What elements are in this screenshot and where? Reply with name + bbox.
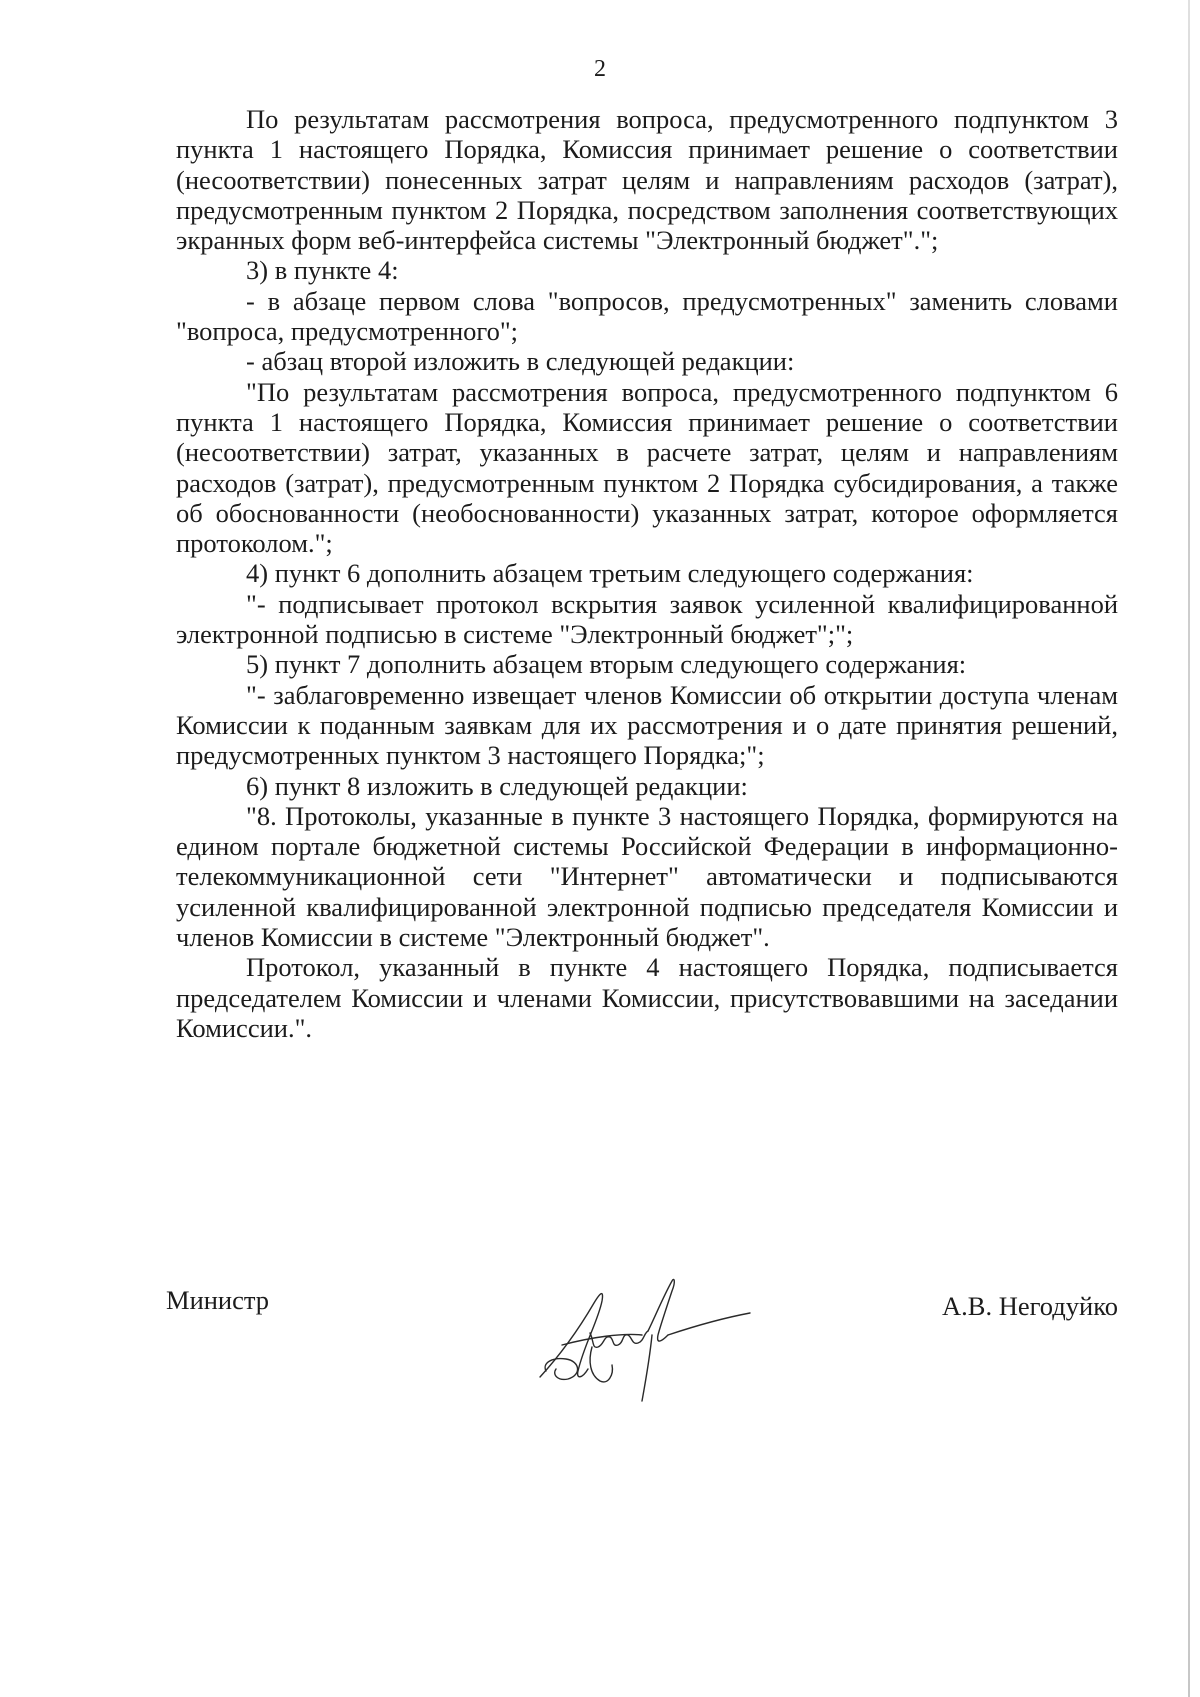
- signer-title: Министр: [166, 1285, 270, 1315]
- paragraph-item-4: 4) пункт 6 дополнить абзацем третьим следующего содержания:: [246, 558, 974, 589]
- paragraph-item-3-first-abzac: - в абзаце первом слова "вопросов, предусмотренных" заменить словами "вопроса, предусмотренного";: [176, 285, 1118, 347]
- paragraph-item-6-protocols: "8. Протоколы, указанные в пункте 3 настоящего Порядка, формируются на едином портале бюджетной системы Российской Федерации в информационно-телекоммуникационной сети "Интернет" автоматически и подписываются усиленной квалифицированной электронной подписью председателя Комиссии и членов Комиссии в системе "Электронный бюджет".: [176, 800, 1118, 953]
- paragraph-item-5-content: "- заблаговременно извещает членов Комиссии об открытии доступа членам Комиссии к поданным заявкам для их рассмотрения и о дате принятия решений, предусмотренных пунктом 3 настоящего Порядка;";: [176, 679, 1118, 771]
- paragraph-item-3-second-abzac: - абзац второй изложить в следующей редакции:: [246, 346, 795, 377]
- paragraph-item-3: 3) в пункте 4:: [246, 255, 399, 286]
- signer-name: А.В. Негодуйко: [942, 1291, 1118, 1321]
- paragraph-item-5: 5) пункт 7 дополнить абзацем вторым следующего содержания:: [246, 649, 967, 680]
- scan-edge-line: [1188, 0, 1190, 1697]
- paragraph-item-4-content: "- подписывает протокол вскрытия заявок усиленной квалифицированной электронной подписью в системе "Электронный бюджет";";: [176, 588, 1118, 650]
- paragraph-item-6: 6) пункт 8 изложить в следующей редакции:: [246, 770, 748, 801]
- paragraph-decision-subitem-3: По результатам рассмотрения вопроса, предусмотренного подпунктом 3 пункта 1 настоящего Порядка, Комиссия принимает решение о соответствии (несоответствии) понесенных затрат целям и направлениям расходов (затрат), предусмотренным пунктом 2 Порядка, посредством заполнения соответствующих экранных форм веб-интерфейса системы "Электронный бюджет".";: [176, 104, 1118, 256]
- document-body: [176, 104, 1118, 1043]
- signature-block: [166, 1275, 1118, 1415]
- page-number: 2: [594, 56, 606, 82]
- paragraph-item-6-protocol-signing: Протокол, указанный в пункте 4 настоящего Порядка, подписывается председателем Комиссии и членами Комиссии, присутствовавшими на заседании Комиссии.".: [176, 952, 1118, 1043]
- paragraph-decision-subitem-6: "По результатам рассмотрения вопроса, предусмотренного подпунктом 6 пункта 1 настоящего Порядка, Комиссия принимает решение о соответствии (несоответствии) затрат, указанных в расчете затрат, целям и направлениям расходов (затрат), предусмотренным пунктом 2 Порядка субсидирования, а также об обоснованности (необоснованности) указанных затрат, которое оформляется протоколом.";: [176, 376, 1118, 559]
- handwritten-signature: [522, 1275, 762, 1405]
